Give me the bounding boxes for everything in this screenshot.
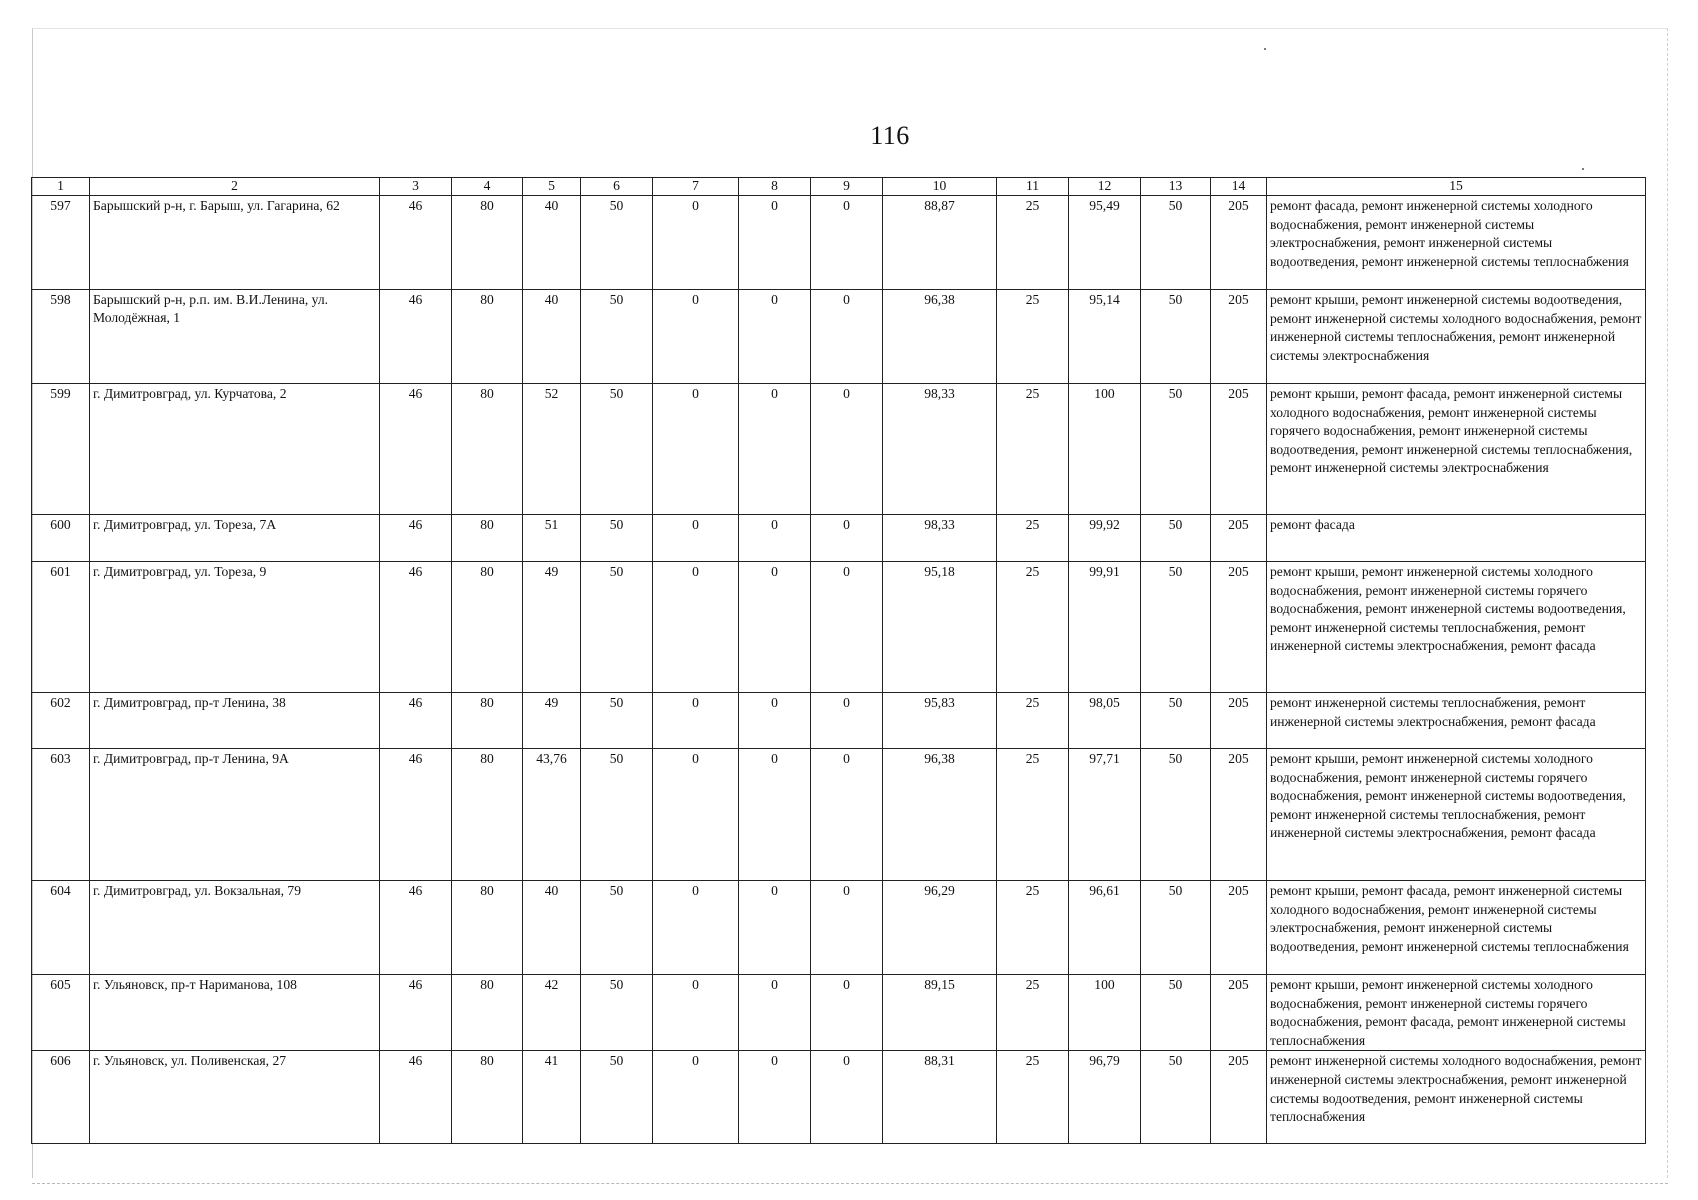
column-header-5: 5 xyxy=(523,178,581,196)
col-14: 205 xyxy=(1211,749,1267,881)
col-6: 50 xyxy=(581,290,653,384)
col-14: 205 xyxy=(1211,881,1267,975)
works-list: ремонт крыши, ремонт инженерной системы холодного водоснабжения, ремонт инженерной системы горячего водоснабжения, ремонт инженерной системы водоотведения, ремонт инженерной системы теплоснабжения, ремонт инженерной системы электроснабжения, ремонт фасада xyxy=(1267,749,1646,881)
works-list: ремонт фасада, ремонт инженерной системы холодного водоснабжения, ремонт инженерной системы электроснабжения, ремонт инженерной системы водоотведения, ремонт инженерной системы теплоснабжения xyxy=(1267,196,1646,290)
col-10: 98,33 xyxy=(883,384,997,515)
column-header-15: 15 xyxy=(1267,178,1646,196)
col-12: 100 xyxy=(1069,975,1141,1051)
address: г. Димитровград, ул. Вокзальная, 79 xyxy=(90,881,380,975)
col-9: 0 xyxy=(811,290,883,384)
col-8: 0 xyxy=(739,290,811,384)
table-row xyxy=(32,1051,1646,1144)
col-8: 0 xyxy=(739,196,811,290)
col-4: 80 xyxy=(452,881,523,975)
column-header-14: 14 xyxy=(1211,178,1267,196)
col-12: 99,91 xyxy=(1069,562,1141,693)
col-4: 80 xyxy=(452,693,523,749)
col-14: 205 xyxy=(1211,975,1267,1051)
table-row xyxy=(32,515,1646,562)
col-13: 50 xyxy=(1141,975,1211,1051)
row-number: 604 xyxy=(32,881,90,975)
col-6: 50 xyxy=(581,975,653,1051)
col-13: 50 xyxy=(1141,515,1211,562)
col-9: 0 xyxy=(811,196,883,290)
col-3: 46 xyxy=(380,881,452,975)
col-13: 50 xyxy=(1141,290,1211,384)
address: г. Ульяновск, ул. Поливенская, 27 xyxy=(90,1051,380,1144)
col-7: 0 xyxy=(653,384,739,515)
address: Барышский р-н, г. Барыш, ул. Гагарина, 62 xyxy=(90,196,380,290)
col-14: 205 xyxy=(1211,1051,1267,1144)
col-10: 95,18 xyxy=(883,562,997,693)
col-9: 0 xyxy=(811,693,883,749)
col-11: 25 xyxy=(997,515,1069,562)
row-number: 598 xyxy=(32,290,90,384)
address: г. Ульяновск, пр-т Нариманова, 108 xyxy=(90,975,380,1051)
col-14: 205 xyxy=(1211,562,1267,693)
col-6: 50 xyxy=(581,384,653,515)
col-3: 46 xyxy=(380,384,452,515)
col-13: 50 xyxy=(1141,196,1211,290)
col-4: 80 xyxy=(452,196,523,290)
col-10: 95,83 xyxy=(883,693,997,749)
scan-speck xyxy=(1582,168,1584,170)
col-6: 50 xyxy=(581,693,653,749)
column-header-1: 1 xyxy=(32,178,90,196)
col-6: 50 xyxy=(581,749,653,881)
works-list: ремонт фасада xyxy=(1267,515,1646,562)
col-11: 25 xyxy=(997,196,1069,290)
row-number: 601 xyxy=(32,562,90,693)
col-11: 25 xyxy=(997,749,1069,881)
col-3: 46 xyxy=(380,1051,452,1144)
col-9: 0 xyxy=(811,562,883,693)
col-14: 205 xyxy=(1211,196,1267,290)
table-row xyxy=(32,196,1646,290)
works-list: ремонт инженерной системы теплоснабжения, ремонт инженерной системы электроснабжения, ремонт фасада xyxy=(1267,693,1646,749)
col-4: 80 xyxy=(452,975,523,1051)
col-5: 41 xyxy=(523,1051,581,1144)
col-14: 205 xyxy=(1211,290,1267,384)
col-5: 40 xyxy=(523,290,581,384)
col-12: 97,71 xyxy=(1069,749,1141,881)
col-4: 80 xyxy=(452,562,523,693)
col-9: 0 xyxy=(811,975,883,1051)
scan-bottom-edge xyxy=(32,1183,1668,1184)
col-9: 0 xyxy=(811,384,883,515)
row-number: 603 xyxy=(32,749,90,881)
col-3: 46 xyxy=(380,562,452,693)
col-7: 0 xyxy=(653,1051,739,1144)
col-8: 0 xyxy=(739,749,811,881)
column-header-6: 6 xyxy=(581,178,653,196)
col-12: 98,05 xyxy=(1069,693,1141,749)
col-13: 50 xyxy=(1141,562,1211,693)
col-5: 49 xyxy=(523,693,581,749)
address: г. Димитровград, ул. Курчатова, 2 xyxy=(90,384,380,515)
col-9: 0 xyxy=(811,881,883,975)
col-6: 50 xyxy=(581,196,653,290)
col-3: 46 xyxy=(380,693,452,749)
column-header-8: 8 xyxy=(739,178,811,196)
column-number-row xyxy=(32,178,1646,196)
col-14: 205 xyxy=(1211,693,1267,749)
col-12: 100 xyxy=(1069,384,1141,515)
col-5: 40 xyxy=(523,881,581,975)
col-8: 0 xyxy=(739,693,811,749)
table-body xyxy=(32,196,1646,1144)
address: г. Димитровград, ул. Тореза, 7А xyxy=(90,515,380,562)
col-4: 80 xyxy=(452,1051,523,1144)
col-5: 51 xyxy=(523,515,581,562)
column-header-9: 9 xyxy=(811,178,883,196)
col-7: 0 xyxy=(653,515,739,562)
col-4: 80 xyxy=(452,515,523,562)
column-header-13: 13 xyxy=(1141,178,1211,196)
col-8: 0 xyxy=(739,515,811,562)
col-12: 96,61 xyxy=(1069,881,1141,975)
col-10: 96,38 xyxy=(883,749,997,881)
table-row xyxy=(32,290,1646,384)
row-number: 602 xyxy=(32,693,90,749)
col-11: 25 xyxy=(997,562,1069,693)
col-8: 0 xyxy=(739,881,811,975)
col-3: 46 xyxy=(380,290,452,384)
col-11: 25 xyxy=(997,290,1069,384)
col-9: 0 xyxy=(811,749,883,881)
col-9: 0 xyxy=(811,515,883,562)
col-5: 49 xyxy=(523,562,581,693)
col-13: 50 xyxy=(1141,749,1211,881)
row-number: 605 xyxy=(32,975,90,1051)
works-list: ремонт крыши, ремонт инженерной системы холодного водоснабжения, ремонт инженерной системы горячего водоснабжения, ремонт инженерной системы водоотведения, ремонт инженерной системы теплоснабжения, ремонт инженерной системы электроснабжения, ремонт фасада xyxy=(1267,562,1646,693)
col-8: 0 xyxy=(739,975,811,1051)
col-4: 80 xyxy=(452,290,523,384)
col-12: 95,14 xyxy=(1069,290,1141,384)
col-4: 80 xyxy=(452,749,523,881)
works-list: ремонт крыши, ремонт инженерной системы водоотведения, ремонт инженерной системы холодного водоснабжения, ремонт инженерной системы теплоснабжения, ремонт инженерной системы электроснабжения xyxy=(1267,290,1646,384)
table-row xyxy=(32,693,1646,749)
column-header-7: 7 xyxy=(653,178,739,196)
col-6: 50 xyxy=(581,562,653,693)
col-7: 0 xyxy=(653,749,739,881)
address: г. Димитровград, пр-т Ленина, 38 xyxy=(90,693,380,749)
col-9: 0 xyxy=(811,1051,883,1144)
col-7: 0 xyxy=(653,975,739,1051)
col-7: 0 xyxy=(653,881,739,975)
col-3: 46 xyxy=(380,975,452,1051)
col-5: 42 xyxy=(523,975,581,1051)
col-8: 0 xyxy=(739,562,811,693)
col-11: 25 xyxy=(997,693,1069,749)
col-10: 88,87 xyxy=(883,196,997,290)
address: Барышский р-н, р.п. им. В.И.Ленина, ул. Молодёжная, 1 xyxy=(90,290,380,384)
works-list: ремонт крыши, ремонт инженерной системы холодного водоснабжения, ремонт инженерной системы горячего водоснабжения, ремонт фасада, ремонт инженерной системы теплоснабжения xyxy=(1267,975,1646,1051)
col-12: 95,49 xyxy=(1069,196,1141,290)
works-list: ремонт инженерной системы холодного водоснабжения, ремонт инженерной системы электроснабжения, ремонт инженерной системы водоотведения, ремонт инженерной системы теплоснабжения xyxy=(1267,1051,1646,1144)
col-13: 50 xyxy=(1141,881,1211,975)
col-3: 46 xyxy=(380,749,452,881)
table-row xyxy=(32,881,1646,975)
col-4: 80 xyxy=(452,384,523,515)
column-header-4: 4 xyxy=(452,178,523,196)
col-5: 52 xyxy=(523,384,581,515)
works-list: ремонт крыши, ремонт фасада, ремонт инженерной системы холодного водоснабжения, ремонт инженерной системы горячего водоснабжения, ремонт инженерной системы водоотведения, ремонт инженерной системы теплоснабжения, ремонт инженерной системы электроснабжения xyxy=(1267,384,1646,515)
col-6: 50 xyxy=(581,1051,653,1144)
col-13: 50 xyxy=(1141,384,1211,515)
row-number: 599 xyxy=(32,384,90,515)
col-8: 0 xyxy=(739,384,811,515)
column-header-2: 2 xyxy=(90,178,380,196)
col-14: 205 xyxy=(1211,384,1267,515)
col-7: 0 xyxy=(653,693,739,749)
col-6: 50 xyxy=(581,515,653,562)
col-12: 96,79 xyxy=(1069,1051,1141,1144)
col-5: 43,76 xyxy=(523,749,581,881)
table-row xyxy=(32,384,1646,515)
col-10: 89,15 xyxy=(883,975,997,1051)
col-3: 46 xyxy=(380,196,452,290)
col-7: 0 xyxy=(653,562,739,693)
column-header-11: 11 xyxy=(997,178,1069,196)
col-10: 96,38 xyxy=(883,290,997,384)
works-list: ремонт крыши, ремонт фасада, ремонт инженерной системы холодного водоснабжения, ремонт инженерной системы электроснабжения, ремонт инженерной системы водоотведения, ремонт инженерной системы теплоснабжения xyxy=(1267,881,1646,975)
col-13: 50 xyxy=(1141,1051,1211,1144)
col-13: 50 xyxy=(1141,693,1211,749)
col-12: 99,92 xyxy=(1069,515,1141,562)
col-10: 88,31 xyxy=(883,1051,997,1144)
table-row xyxy=(32,562,1646,693)
column-header-3: 3 xyxy=(380,178,452,196)
table-row xyxy=(32,975,1646,1051)
col-11: 25 xyxy=(997,975,1069,1051)
col-3: 46 xyxy=(380,515,452,562)
row-number: 597 xyxy=(32,196,90,290)
col-5: 40 xyxy=(523,196,581,290)
repair-register-table xyxy=(31,177,1646,1144)
column-header-10: 10 xyxy=(883,178,997,196)
column-header-12: 12 xyxy=(1069,178,1141,196)
address: г. Димитровград, ул. Тореза, 9 xyxy=(90,562,380,693)
col-10: 96,29 xyxy=(883,881,997,975)
col-11: 25 xyxy=(997,384,1069,515)
address: г. Димитровград, пр-т Ленина, 9А xyxy=(90,749,380,881)
row-number: 606 xyxy=(32,1051,90,1144)
col-7: 0 xyxy=(653,290,739,384)
row-number: 600 xyxy=(32,515,90,562)
scan-speck xyxy=(1264,48,1266,50)
col-10: 98,33 xyxy=(883,515,997,562)
col-14: 205 xyxy=(1211,515,1267,562)
col-8: 0 xyxy=(739,1051,811,1144)
col-7: 0 xyxy=(653,196,739,290)
col-11: 25 xyxy=(997,1051,1069,1144)
page-number: 116 xyxy=(870,121,910,150)
col-11: 25 xyxy=(997,881,1069,975)
table-row xyxy=(32,749,1646,881)
col-6: 50 xyxy=(581,881,653,975)
